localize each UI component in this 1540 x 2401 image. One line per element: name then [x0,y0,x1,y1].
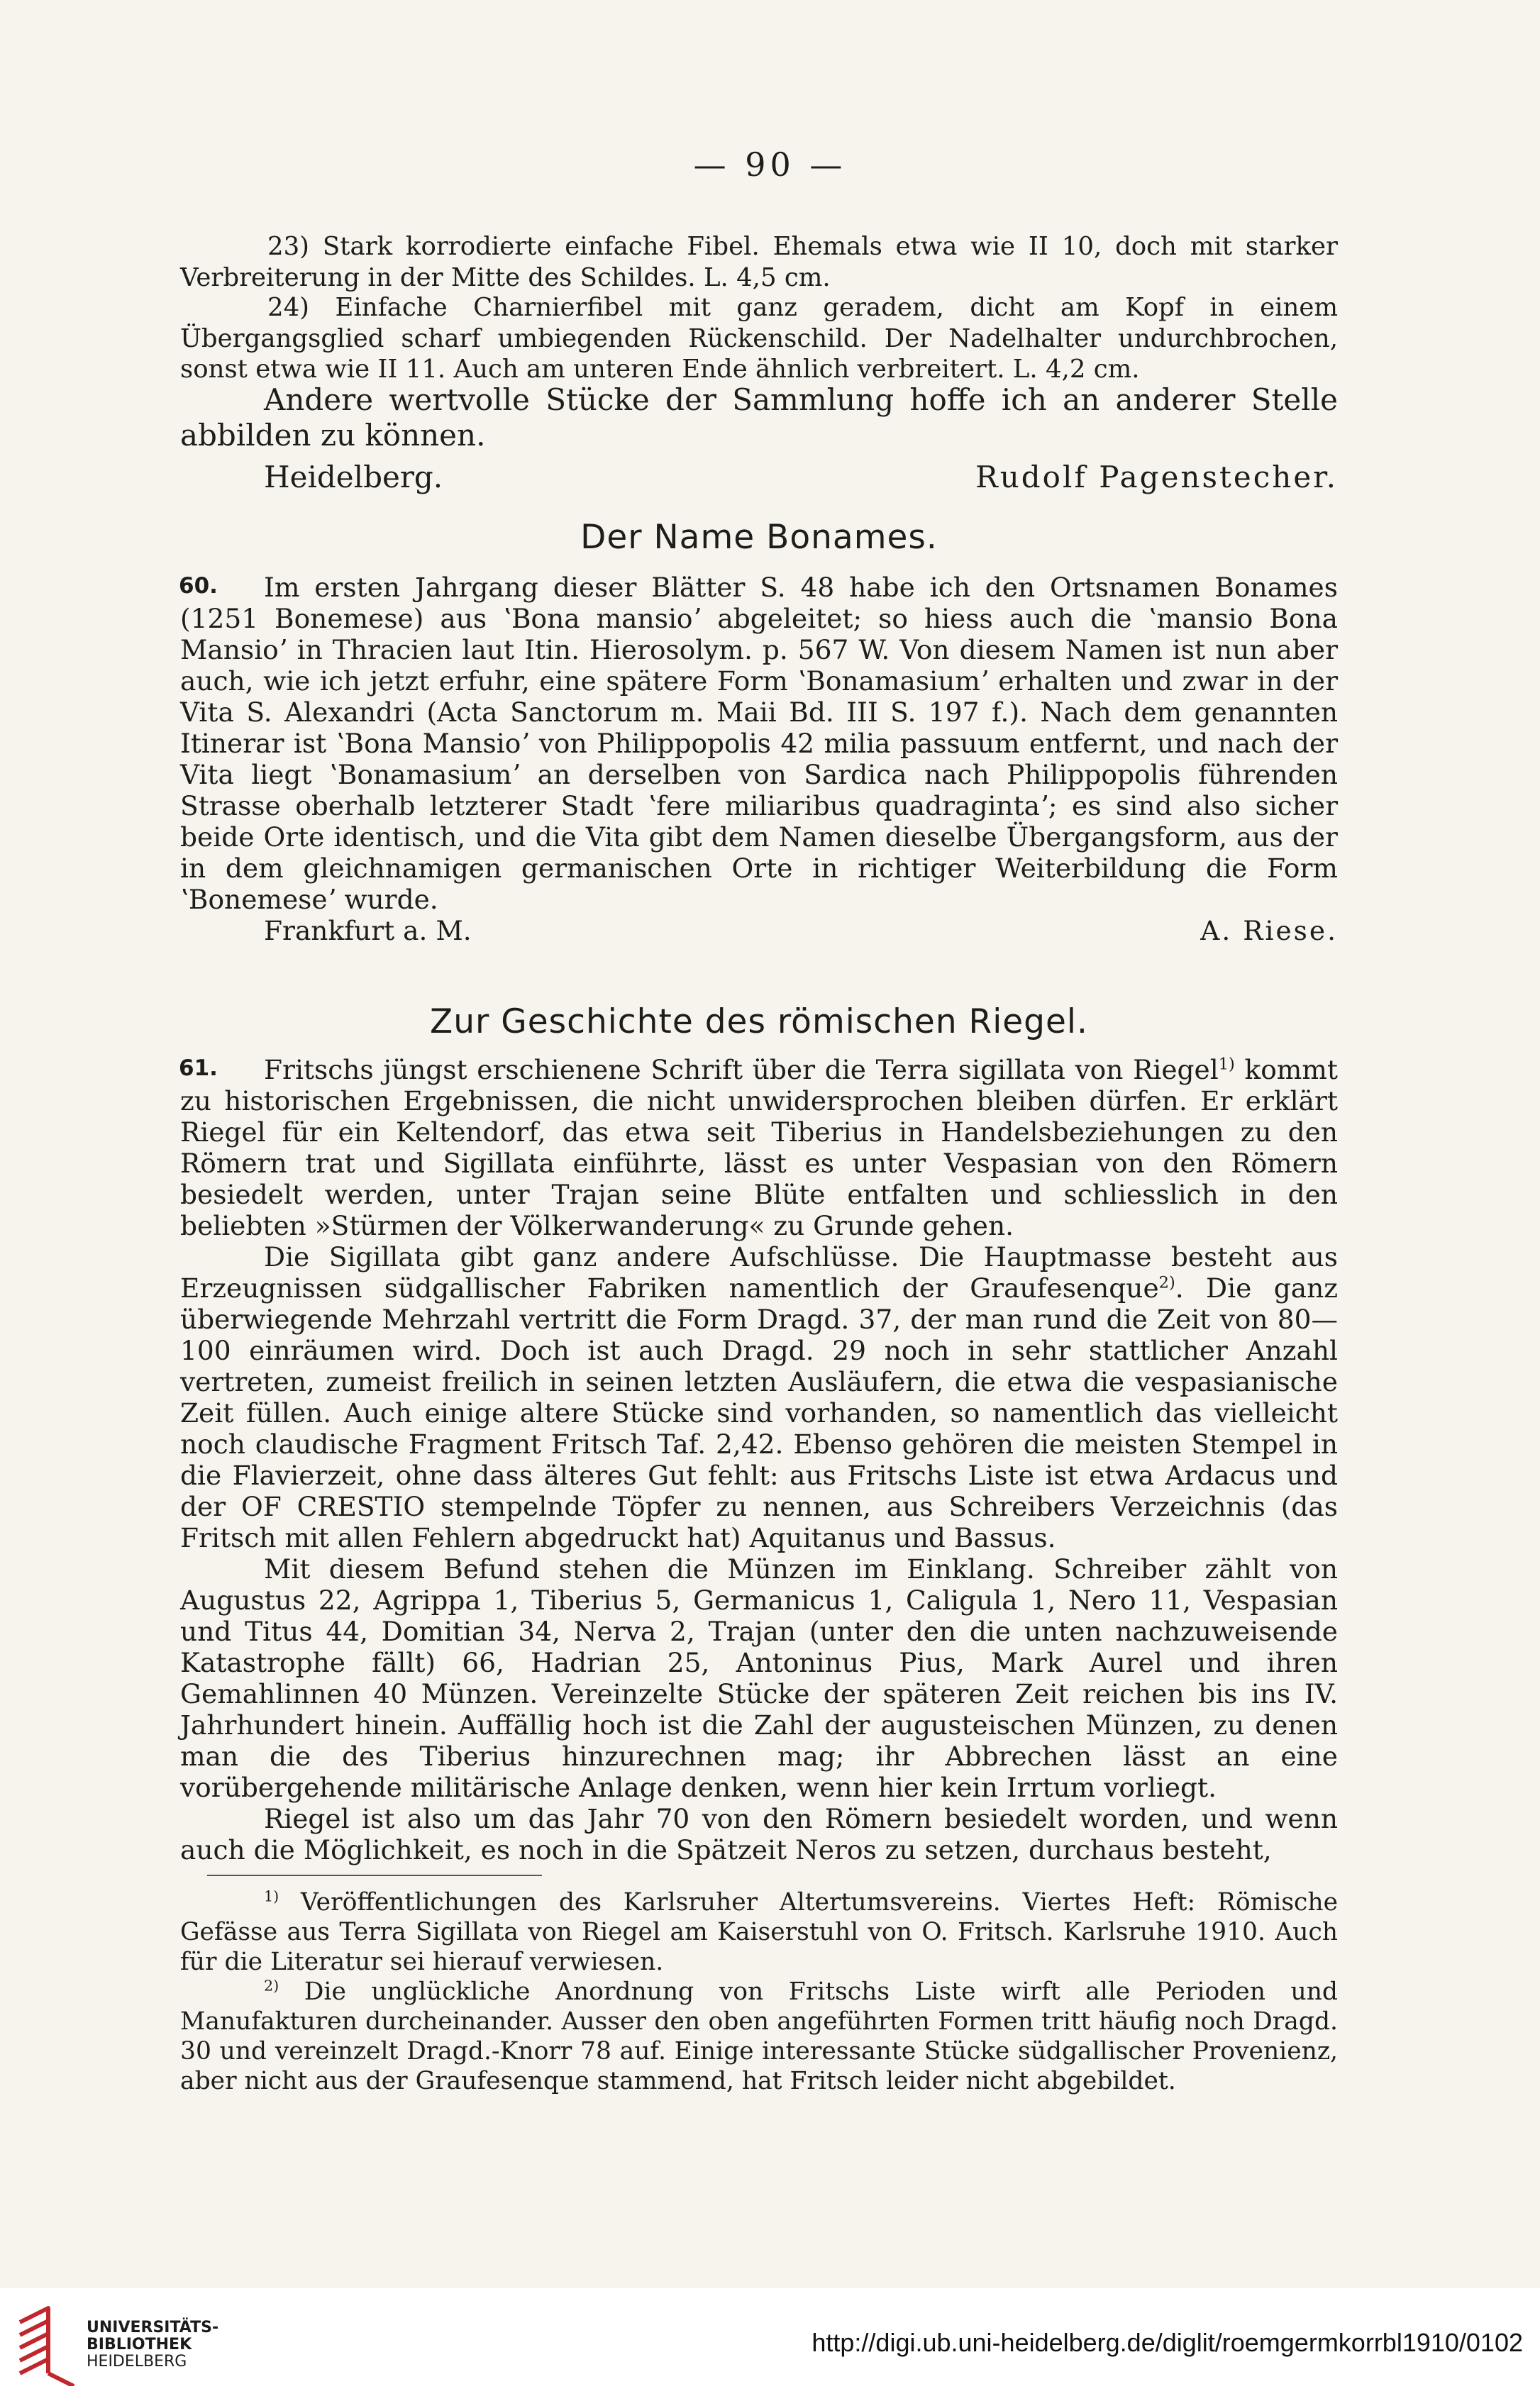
text-run: Die Sigillata gibt ganz andere Aufschlüsse. Die Hauptmasse besteht aus Erzeugnissen südgallischer Fabriken namentlich der Graufesenque [180,1241,1338,1304]
article-60-body: Im ersten Jahrgang dieser Blätter S. 48 habe ich den Ortsnamen Bonames (1251 Bonemese) aus ʽBona mansioʼ abgeleitet; so hiess auch die ʽmansio Bona Mansioʼ in Thracien laut Itin. Hierosolym. p. 567 W. Von diesem Namen ist nun aber auch, wie ich jetzt erfuhr, eine spätere Form ʽBonamasiumʼ erhalten und zwar in der Vita S. Alexandri (Acta Sanctorum m. Maii Bd. III S. 197 f.). Nach dem genannten Itinerar ist ʽBona Mansioʼ von Philippopolis 42 milia passuum entfernt, und nach der Vita liegt ʽBonamasiumʼ an derselben von Sardica nach Philippopolis führenden Strasse oberhalb letzterer Stadt ʽfere miliaribus quadragintaʼ; es sind also sicher beide Orte identisch, und die Vita gibt dem Namen dieselbe Übergangsform, aus der in dem gleichnamigen germanischen Orte in richtiger Weiterbildung die Form ʽBonemeseʼ wurde. [180,572,1338,915]
footnote-ref-1: 1) [1218,1055,1235,1074]
article-61 [180,1054,1338,1865]
signature-author: Rudolf Pagenstecher. [975,460,1338,494]
article-61-paragraph-2 [180,1241,1338,1553]
article-60-heading: Der Name Bonames. [580,518,938,557]
signature-riese [180,915,1338,946]
signature-place: Frankfurt a. M. [264,915,472,946]
article-number: 61. [179,1055,218,1081]
signature-place: Heidelberg. [264,460,443,494]
library-logo-icon [14,2302,79,2386]
article-60 [180,572,1338,946]
article-61-paragraph-4: Riegel ist also um das Jahr 70 von den Römern besiedelt worden, und wenn auch die Möglichkeit, es noch in die Spätzeit Neros zu setzen, durchaus besteht, [180,1803,1338,1865]
library-name-line: HEIDELBERG [87,2353,187,2370]
item-24: 24) Einfache Charnierfibel mit ganz geradem, dicht am Kopf in einem Übergangsglied scharf umbiegenden Rückenschild. Der Nadelhalter undurchbrochen, sonst etwa wie II 11. Auch am unteren Ende ähnlich verbreitert. L. 4,2 cm. [180,293,1338,384]
signature-pagenstecher [180,460,1338,495]
article-61-paragraph-1 [180,1054,1338,1241]
signature-author: A. Riese. [1200,915,1338,946]
library-footer [0,2288,1540,2401]
footnote-ref-2: 2) [1158,1273,1175,1292]
article-61-heading: Zur Geschichte des römischen Riegel. [430,1002,1088,1041]
library-name-line: BIBLIOTHEK [87,2336,192,2353]
text-run: Veröffentlichungen des Karlsruher Altertumsvereins. Viertes Heft: Römische Gefässe aus Terra Sigillata von Riegel am Kaiserstuhl von O. Fritsch. Karlsruhe 1910. Auch für die Literatur sei hierauf verwiesen. [180,1888,1338,1976]
article-61-paragraph-3: Mit diesem Befund stehen die Münzen im Einklang. Schreiber zählt von Augustus 22, Agrippa 1, Tiberius 5, Germanicus 1, Caligula 1, Nero 11, Vespasian und Titus 44, Domitian 34, Nerva 2, Trajan (unter den die unten nachzuweisende Katastrophe fällt) 66, Hadrian 25, Antoninus Pius, Mark Aurel und ihren Gemahlinnen 40 Münzen. Vereinzelte Stücke der späteren Zeit reichen bis ins IV. Jahrhundert hinein. Auffällig hoch ist die Zahl der augusteischen Münzen, zu denen man die des Tiberius hinzurechnen mag; ihr Abbrechen lässt an eine vorübergehende militärische Anlage denken, wenn hier kein Irrtum vorliegt. [180,1553,1338,1803]
library-name [87,2319,218,2370]
footnote-2 [180,1977,1338,2096]
text-run: Die unglückliche Anordnung von Fritschs Liste wirft alle Perioden und Manufakturen durcheinander. Ausser den oben angeführten Formen tritt häufig noch Dragd. 30 und vereinzelt Dragd.-Knorr 78 auf. Einige interessante Stücke südgallischer Provenienz, aber nicht aus der Graufesenque stammend, hat Fritsch leider nicht abgebildet. [180,1978,1338,2095]
text-run: Fritschs jüngst erschienene Schrift über die Terra sigillata von Riegel [264,1054,1219,1085]
text-run: kommt zu historischen Ergebnissen, die nicht unwidersprochen bleiben dürfen. Er erklärt Riegel für ein Keltendorf, das etwa seit Tiberius in Handelsbeziehungen zu den Römern trat und Sigillata einführte, lässt es unter Vespasian von den Römern besiedelt werden, unter Trajan seine Blüte entfalten und schliesslich in den beliebten »Stürmen der Völkerwanderung« zu Grunde gehen. [180,1054,1338,1241]
footnotes [180,1875,1338,2096]
library-name-line: UNIVERSITÄTS- [87,2319,219,2336]
footnote-mark: 2) [264,1977,279,1995]
footnote-mark: 1) [264,1887,279,1905]
page-number: — 90 — [693,145,847,184]
article-number: 60. [179,573,218,599]
text-run: . Die ganz überwiegende Mehrzahl vertritt die Form Dragd. 37, der man rund die Zeit von 80—100 einräumen wird. Doch ist auch Dragd. 29 noch in sehr stattlicher Anzahl vertreten, zumeist freilich in seinen letzten Ausläufern, die etwa die vespasianische Zeit füllen. Auch einige altere Stücke sind vorhanden, so namentlich das vielleicht noch claudische Fragment Fritsch Taf. 2,42. Ebenso gehören die meisten Stempel in die Flavierzeit, ohne dass älteres Gut fehlt: aus Fritschs Liste ist etwa Ardacus und der OF CRESTIO stempelnde Töpfer zu nennen, aus Schreibers Verzeichnis (das Fritsch mit allen Fehlern abgedruckt hat) Aquitanus und Bassus. [180,1272,1338,1553]
footnote-rule [207,1875,542,1876]
closing-remark: Andere wertvolle Stücke der Sammlung hoffe ich an anderer Stelle abbilden zu können. [180,382,1338,453]
item-23: 23) Stark korrodierte einfache Fibel. Ehemals etwa wie II 10, doch mit starker Verbreiterung in der Mitte des Schildes. L. 4,5 cm. [180,232,1338,292]
footnote-1 [180,1887,1338,1977]
permalink[interactable]: http://digi.ub.uni-heidelberg.de/diglit/roemgermkorrbl1910/0102 [811,2328,1523,2357]
